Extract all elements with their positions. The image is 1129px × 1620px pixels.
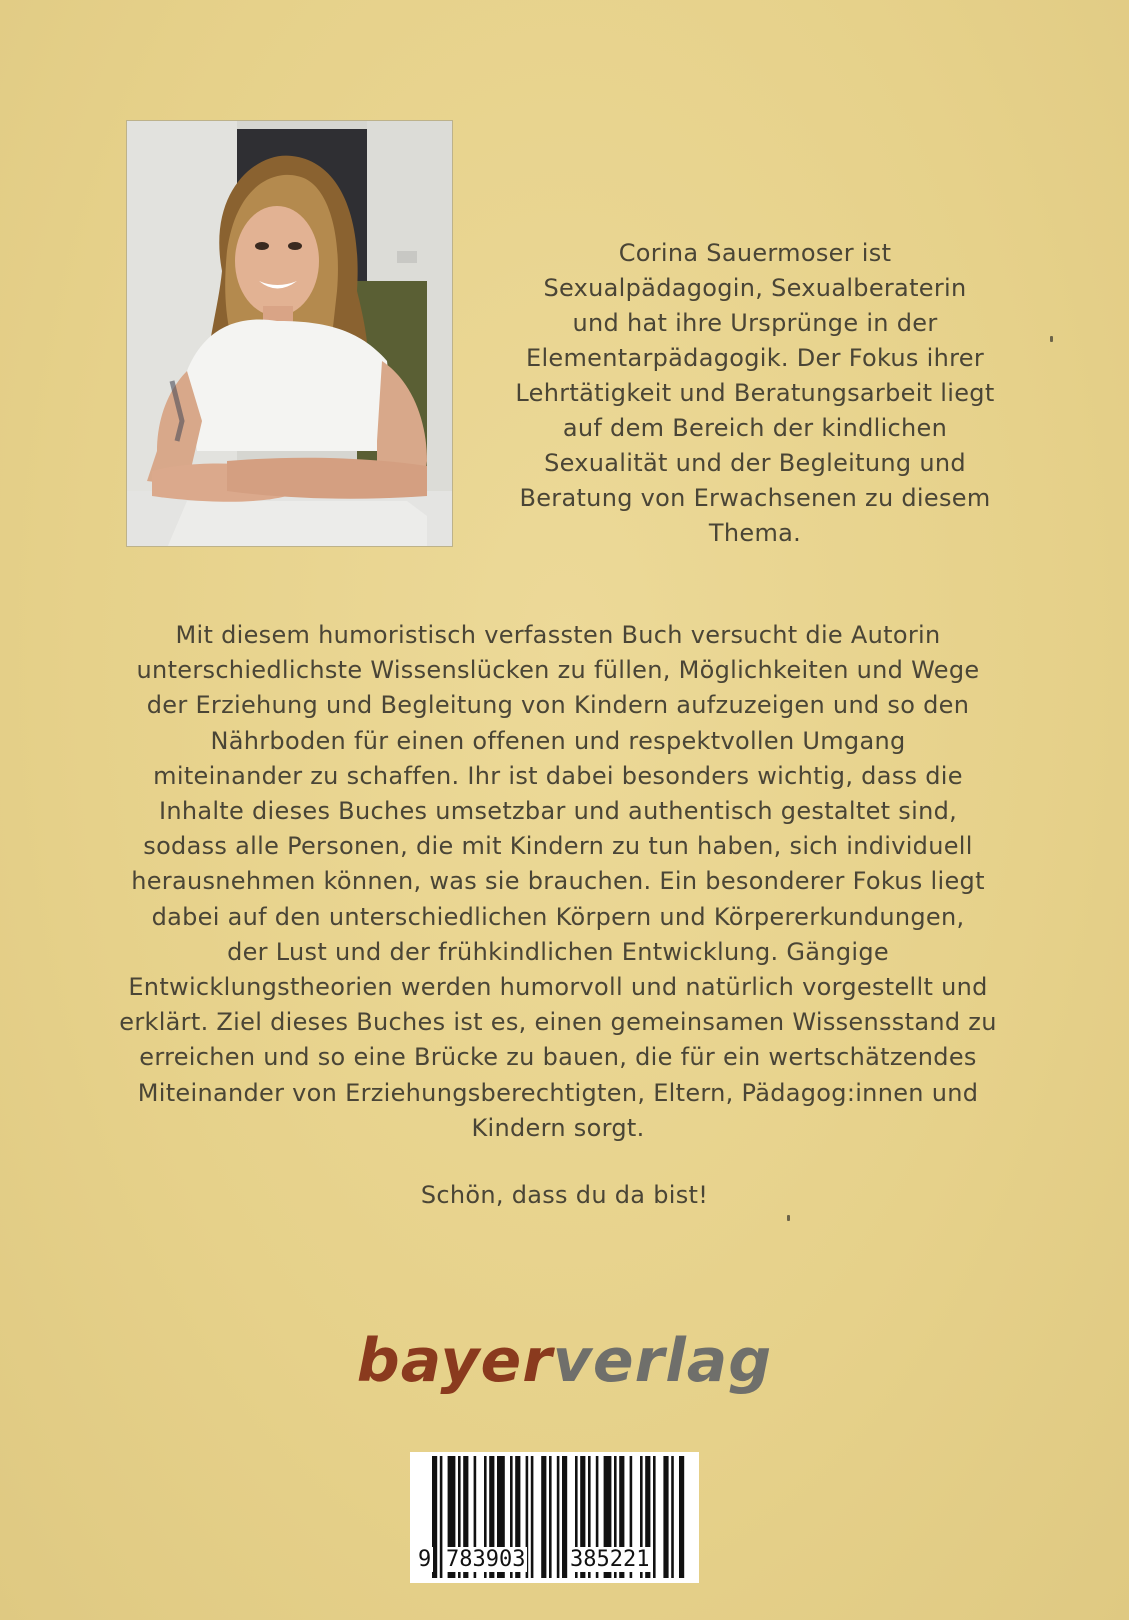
dust-speck — [787, 1215, 790, 1221]
isbn-digits-right: 385221 — [570, 1547, 650, 1572]
description-line: miteinander zu schaffen. Ihr ist dabei besonders wichtig, dass die — [153, 761, 963, 790]
description-line: sodass alle Personen, die mit Kindern zu tun haben, sich individuell — [143, 832, 973, 861]
isbn-digits-left: 783903 — [446, 1547, 526, 1572]
description-line: Nährboden für einen offenen und respektvollen Umgang — [210, 726, 906, 755]
publisher-logo-part2: verlag — [552, 1326, 773, 1396]
description-line: Miteinander von Erziehungsberechtigten, Eltern, Pädagog:innen und — [137, 1078, 979, 1107]
bio-line: Elementarpädagogik. Der Fokus ihrer — [525, 344, 985, 372]
description-line: Entwicklungstheorien werden humorvoll und natürlich vorgestellt und — [128, 973, 988, 1002]
description-line: Mit diesem humoristisch verfassten Buch versucht die Autorin — [175, 621, 941, 649]
author-photo — [126, 120, 453, 547]
description-line: Inhalte dieses Buches umsetzbar und authentisch gestaltet sind, — [158, 797, 958, 826]
bio-line: auf dem Bereich der kindlichen — [562, 414, 948, 442]
bio-line: Thema. — [708, 519, 802, 547]
description-line: der Erziehung und Begleitung von Kindern aufzuzeigen und so den — [146, 691, 970, 720]
publisher-logo — [0, 1326, 1129, 1396]
description-line: der Lust und der frühkindlichen Entwicklung. Gängige — [227, 937, 889, 966]
publisher-logo-part1: bayer — [356, 1326, 553, 1396]
description-line: Kindern sorgt. — [471, 1113, 645, 1142]
dust-speck — [1050, 336, 1053, 342]
description-line: erklärt. Ziel dieses Buches ist es, einen gemeinsamen Wissensstand zu — [119, 1008, 997, 1037]
description-line: herausnehmen können, was sie brauchen. Ein besonderer Fokus liegt — [131, 867, 985, 896]
bio-line: Lehrtätigkeit und Beratungsarbeit liegt — [515, 379, 995, 407]
closing-line: Schön, dass du da bist! — [420, 1181, 709, 1209]
isbn-digit-first: 9 — [418, 1547, 432, 1572]
description-line: dabei auf den unterschiedlichen Körpern und Körpererkundungen, — [151, 902, 965, 931]
isbn-digits — [410, 1547, 699, 1575]
description-line: erreichen und so eine Brücke zu bauen, die für ein wertschätzendes — [139, 1043, 977, 1072]
isbn-barcode — [410, 1452, 699, 1583]
description-line: unterschiedlichste Wissenslücken zu füllen, Möglichkeiten und Wege — [136, 656, 980, 685]
bio-line: Sexualität und der Begleitung und — [544, 449, 966, 477]
book-description — [118, 618, 998, 1146]
bio-line: Beratung von Erwachsenen zu diesem — [519, 484, 991, 512]
author-bio — [500, 236, 1010, 551]
bio-line: und hat ihre Ursprünge in der — [572, 309, 938, 337]
bio-line: Corina Sauermoser ist — [618, 239, 892, 267]
bio-line: Sexualpädagogin, Sexualberaterin — [543, 274, 967, 302]
